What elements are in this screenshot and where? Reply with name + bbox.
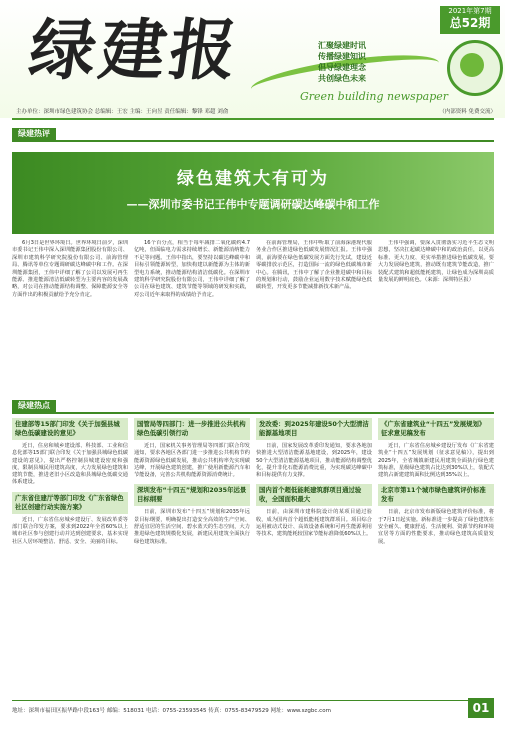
- news-body: 日前，北京市发布新版绿色建筑评价标准，将于7月1日起实施。新标准进一步提高了绿色建筑在安全耐久、健康舒适、生活便利、资源节约和环境宜居等方面的性能要求，推动绿色建筑高质量发展。: [378, 509, 494, 545]
- distribution-note: （内部资料 免费交流）: [439, 109, 496, 115]
- seal-leaf-icon: [460, 53, 484, 77]
- section-label-hot: 绿建热评: [12, 128, 56, 140]
- slogan-4: 共创绿色未来: [318, 74, 366, 83]
- news-body: 近日，住房和城乡建设部、科技部、工业和信息化部等15部门联合印发《关于加强县城绿色低碳建设的意见》，提出严格控制县城建设密度和强度，限制县城民用建筑高度，大力发展绿色建筑和建筑节能，推进老旧小区改造和县城绿色低碳交通体系建设。: [12, 443, 128, 486]
- lead-subheadline: ——深圳市委书记王伟中专题调研碳达峰碳中和工作: [126, 198, 380, 211]
- lead-banner: [12, 152, 494, 234]
- lead-column-3: [256, 240, 372, 392]
- news-headline: 深圳发布“十四五”规划和2035年远景目标纲要: [134, 484, 250, 506]
- issue-number: 总52期: [449, 16, 491, 30]
- section-header-focus: [12, 400, 494, 414]
- news-headline: 国内首个超低能耗建筑群项目通过验收，全国面积最大: [256, 484, 372, 506]
- slogan-3: 倡导绿建理念: [318, 63, 366, 72]
- masthead-rule: [12, 118, 494, 120]
- slogans: [318, 40, 436, 84]
- news-column-1: [12, 418, 128, 690]
- news-grid: [12, 418, 494, 690]
- lead-paragraph: 16个百分点，相当于每年减排二氧化碳约4.7亿吨，但面临电力需求持续增长、新能源消纳能力不足等问题。王伟中指出，要坚持以碳达峰碳中和目标引领能源转型，加快构建以新能源为主体的新型电力系统，推动能源结构清洁低碳化。在深圳市建筑科学研究院股份有限公司，王伟中详细了解了公司在绿色建筑、建筑节能等领域的研发和实践，对公司近年来取得的成绩给予肯定。: [134, 240, 250, 298]
- subtitle-english: Green building newspaper: [300, 90, 449, 103]
- news-column-2: [134, 418, 250, 690]
- news-headline: 《广东省建筑业“十四五”发展规划》征求意见稿发布: [378, 418, 494, 440]
- masthead-meta: [16, 107, 496, 117]
- news-headline: 发改委：到2025年建设50个大型清洁能源基地项目: [256, 418, 372, 440]
- slogan-2: 传播绿建知识: [318, 52, 366, 61]
- lead-column-2: [134, 240, 250, 392]
- lead-paragraph: 在前海管理局，王伟中听取了前海深港现代服务业合作区推进绿色低碳发展情况汇报。王伟中强调，前海要在绿色低碳发展方面先行先试，建设近零碳排放示范区，打造国际一流的绿色低碳城市新中心。在腾讯，王伟中了解了企业推进碳中和目标的规划和行动，鼓励企业运用数字技术赋能绿色低碳转型，开发更多节能减排新技术新产品。: [256, 240, 372, 291]
- footer-contact: 地址：深圳市福田区振华路中段163号 邮编：518031 电话：0755-23593545 传真：0755-83479529 网址：www.szgbc.com: [12, 708, 331, 714]
- news-headline: 广东省住建厅等部门印发《广东省绿色社区创建行动实施方案》: [12, 492, 128, 514]
- masthead-logo: 绿建报: [24, 11, 246, 89]
- slogan-1: 汇聚绿建时讯: [318, 41, 366, 50]
- masthead: [0, 0, 505, 118]
- section-header-hot: [12, 128, 494, 142]
- page-footer: [12, 700, 494, 719]
- news-body: 近日，国家机关事务管理局等四部门联合印发通知，要求各地区各部门进一步推进公共机构节约能源资源绿色低碳发展，推动公共机构率先实现碳达峰，开展绿色建筑创建，推广使用新能源汽车和节能设备，完善公共机构能源资源消费统计。: [134, 443, 250, 479]
- lead-paragraph: 6月3日是世界环境日。世界环境日前夕，深圳市委书记王伟中深入深圳能源集团股份有限公司、深圳市建筑科学研究院股份有限公司、前海管理局、腾讯等单位专题调研碳达峰碳中和工作。在深圳能源集团，王伟中详细了解了公司以发展可再生能源、推进能源清洁低碳转型为主要内容的发展战略，对公司在推动能源结构调整、保障能源安全等方面作出的积极贡献给予充分肯定。: [12, 240, 128, 298]
- news-body: 日前，国家发展改革委印发通知，要求各地加快推进大型清洁能源基地建设，到2025年，建设50个大型清洁能源基地项目，推动能源结构调整优化，提升非化石能源消费比重，为实现碳达峰碳中和目标提供有力支撑。: [256, 443, 372, 479]
- issue-badge: [440, 6, 500, 34]
- lead-article: [12, 240, 494, 392]
- news-headline: 住建部等15部门印发《关于加强县城绿色低碳建设的意见》: [12, 418, 128, 440]
- page-number: 01: [468, 698, 494, 718]
- news-column-4: [378, 418, 494, 690]
- section-label-focus: 绿建热点: [12, 400, 56, 412]
- news-headline: 北京市第11个城市绿色建筑评价标准发布: [378, 484, 494, 506]
- news-body: 日前，由深圳市建科院设计的某项目通过验收，成为国内首个超低能耗建筑群项目。项目综合运用被动式设计、高效设备系统和可再生能源利用等技术，建筑能耗较国家节能标准降低60%以上。: [256, 509, 372, 538]
- association-seal-icon: [447, 40, 503, 96]
- issue-date: 2021年第7期: [448, 7, 492, 15]
- news-body: 日前，深圳市发布“十四五”规划和2035年远景目标纲要，明确提出打造安全高效的生产空间、舒适宜居的生活空间、碧水蓝天的生态空间，大力推进绿色建筑规模化发展，新建民用建筑全面执行绿色建筑标准。: [134, 509, 250, 545]
- news-body: 近日，广东省住房城乡建设厅发布《广东省建筑业“十四五”发展规划（征求意见稿）》，提出到2025年，全省城镇新建民用建筑全面执行绿色建筑标准，星级绿色建筑占比达到30%以上，装配式建筑占新建建筑面积比例达到35%以上。: [378, 443, 494, 479]
- lead-column-1: [12, 240, 128, 392]
- lead-column-4: [378, 240, 494, 392]
- news-body: 近日，广东省住房城乡建设厅、发展改革委等部门联合印发方案，要求到2022年全省60%以上城市社区参与创建行动并达到创建要求，基本实现社区人居环境整洁、舒适、安全、美丽的目标。: [12, 516, 128, 545]
- news-headline: 国管局等四部门：进一步推进公共机构绿色低碳引领行动: [134, 418, 250, 440]
- news-column-3: [256, 418, 372, 690]
- lead-paragraph: 王伟中强调，要深入贯彻落实习近平生态文明思想，坚决扛起碳达峰碳中和的政治责任，以更高标准、更大力度、更实举措推进绿色低碳发展。要大力发展绿色建筑，推动既有建筑节能改造，推广装配式建筑和超低能耗建筑，让绿色成为深圳高质量发展的鲜明底色。（来源：深圳特区报）: [378, 240, 494, 284]
- lead-headline: 绿色建筑大有可为: [177, 169, 329, 189]
- publisher-info: 主办单位：深圳市绿色建筑协会 总编辑：王宏 主编：王向昱 责任编辑：黎锋 邓超 刘俞: [16, 109, 229, 115]
